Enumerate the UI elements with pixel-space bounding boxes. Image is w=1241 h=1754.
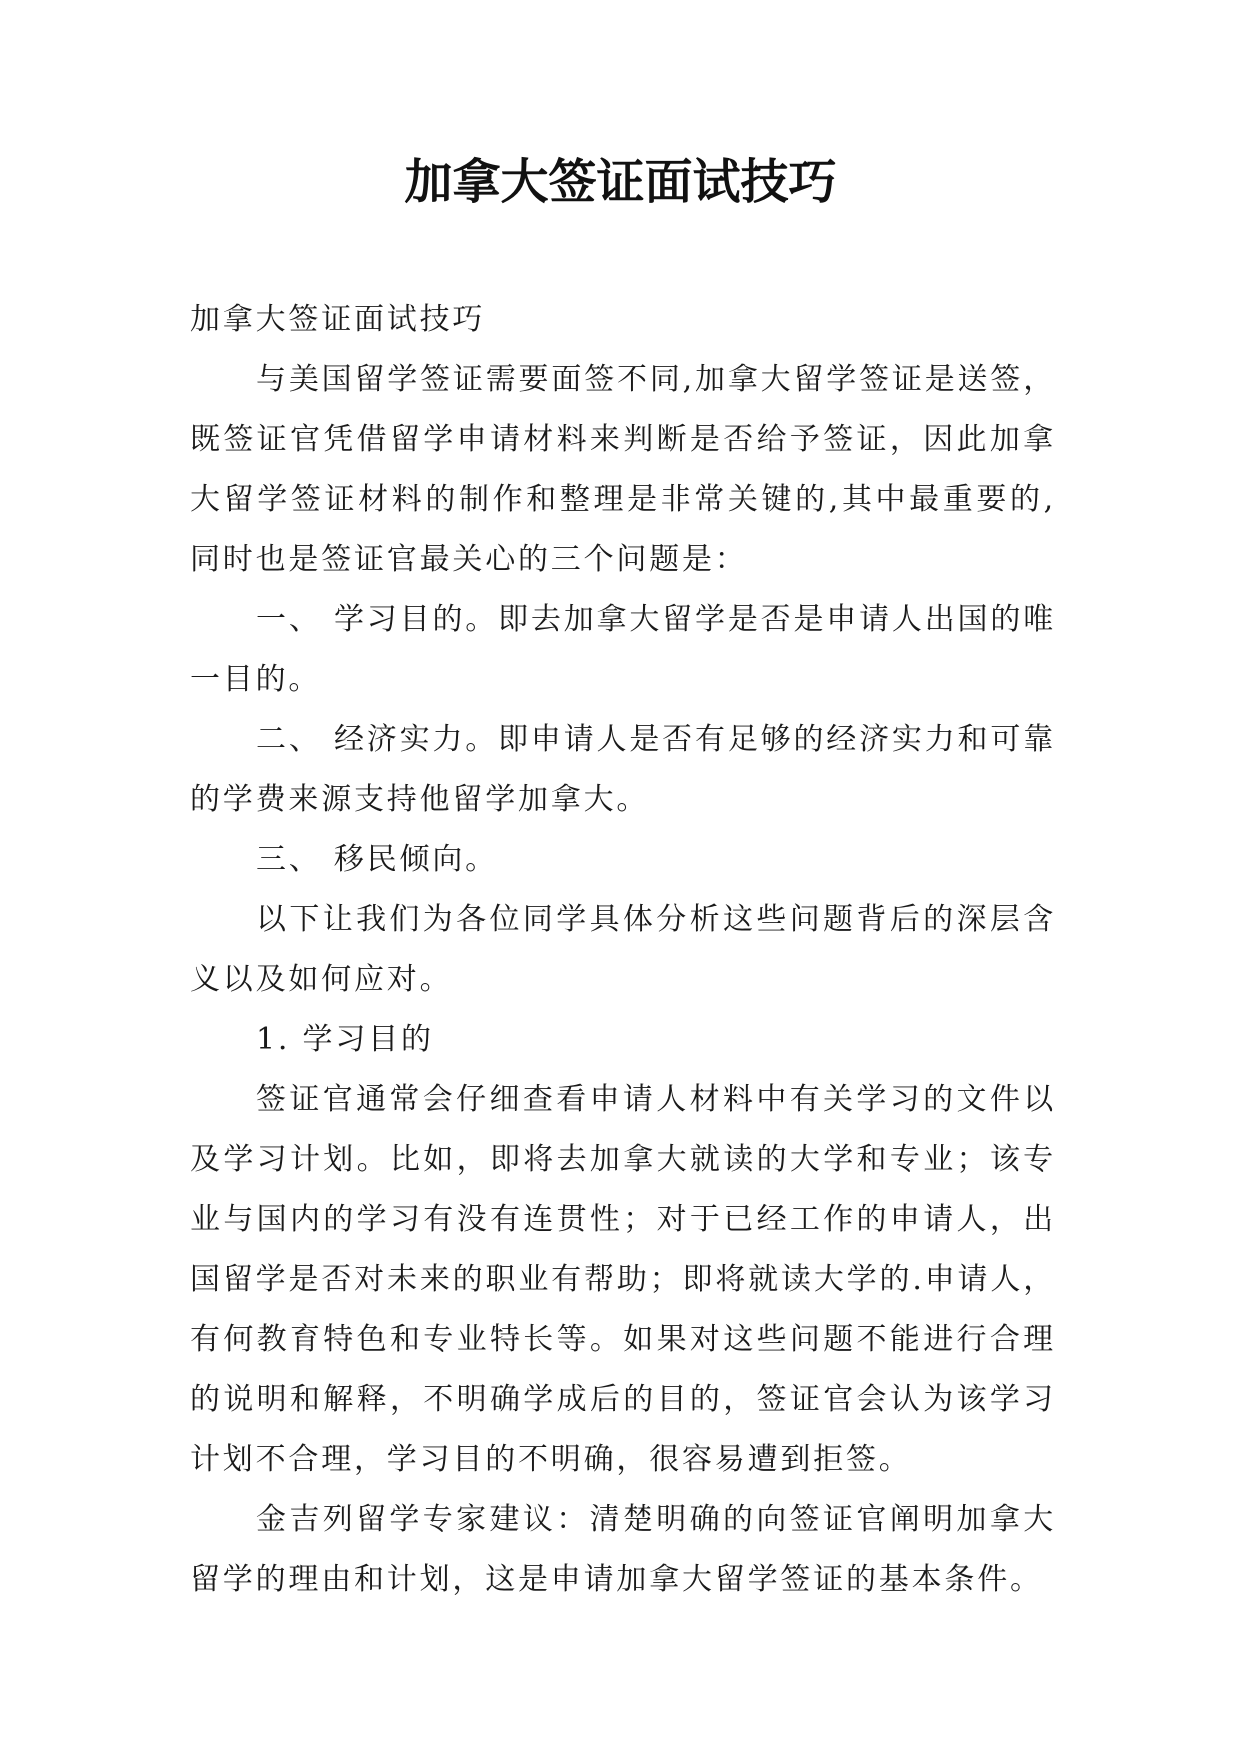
paragraph-point-two: 二、 经济实力。即申请人是否有足够的经济实力和可靠的学费来源支持他留学加拿大。	[190, 722, 1056, 817]
paragraph-point-one: 一、 学习目的。即去加拿大留学是否是申请人出国的唯一目的。	[190, 602, 1056, 697]
paragraph-study-purpose: 签证官通常会仔细查看申请人材料中有关学习的文件以及学习计划。比如，即将去加拿大就读的大学和专业；该专业与国内的学习有没有连贯性；对于已经工作的申请人，出国留学是否对未来的职业有帮助；即将就读大学的.申请人，有何教育特色和专业特长等。如果对这些问题不能进行合理的说明和解释，不明确学成后的目的，签证官会认为该学习计划不合理，学习目的不明确，很容易遭到拒签。	[190, 1082, 1056, 1477]
paragraph-transition: 以下让我们为各位同学具体分析这些问题背后的深层含义以及如何应对。	[190, 902, 1056, 997]
paragraph-point-three: 三、 移民倾向。	[256, 842, 498, 877]
document-title: 加拿大签证面试技巧	[404, 154, 837, 210]
paragraph-expert-advice: 金吉列留学专家建议：清楚明确的向签证官阐明加拿大留学的理由和计划，这是申请加拿大留学签证的基本条件。	[190, 1502, 1056, 1597]
paragraph-intro: 与美国留学签证需要面签不同,加拿大留学签证是送签，既签证官凭借留学申请材料来判断是否给予签证，因此加拿大留学签证材料的制作和整理是非常关键的,其中最重要的,同时也是签证官最关心的三个问题是：	[190, 362, 1056, 577]
body-heading: 加拿大签证面试技巧	[190, 302, 486, 337]
section-heading-study-purpose: 1. 学习目的	[256, 1022, 434, 1057]
document-body	[190, 290, 1056, 1610]
